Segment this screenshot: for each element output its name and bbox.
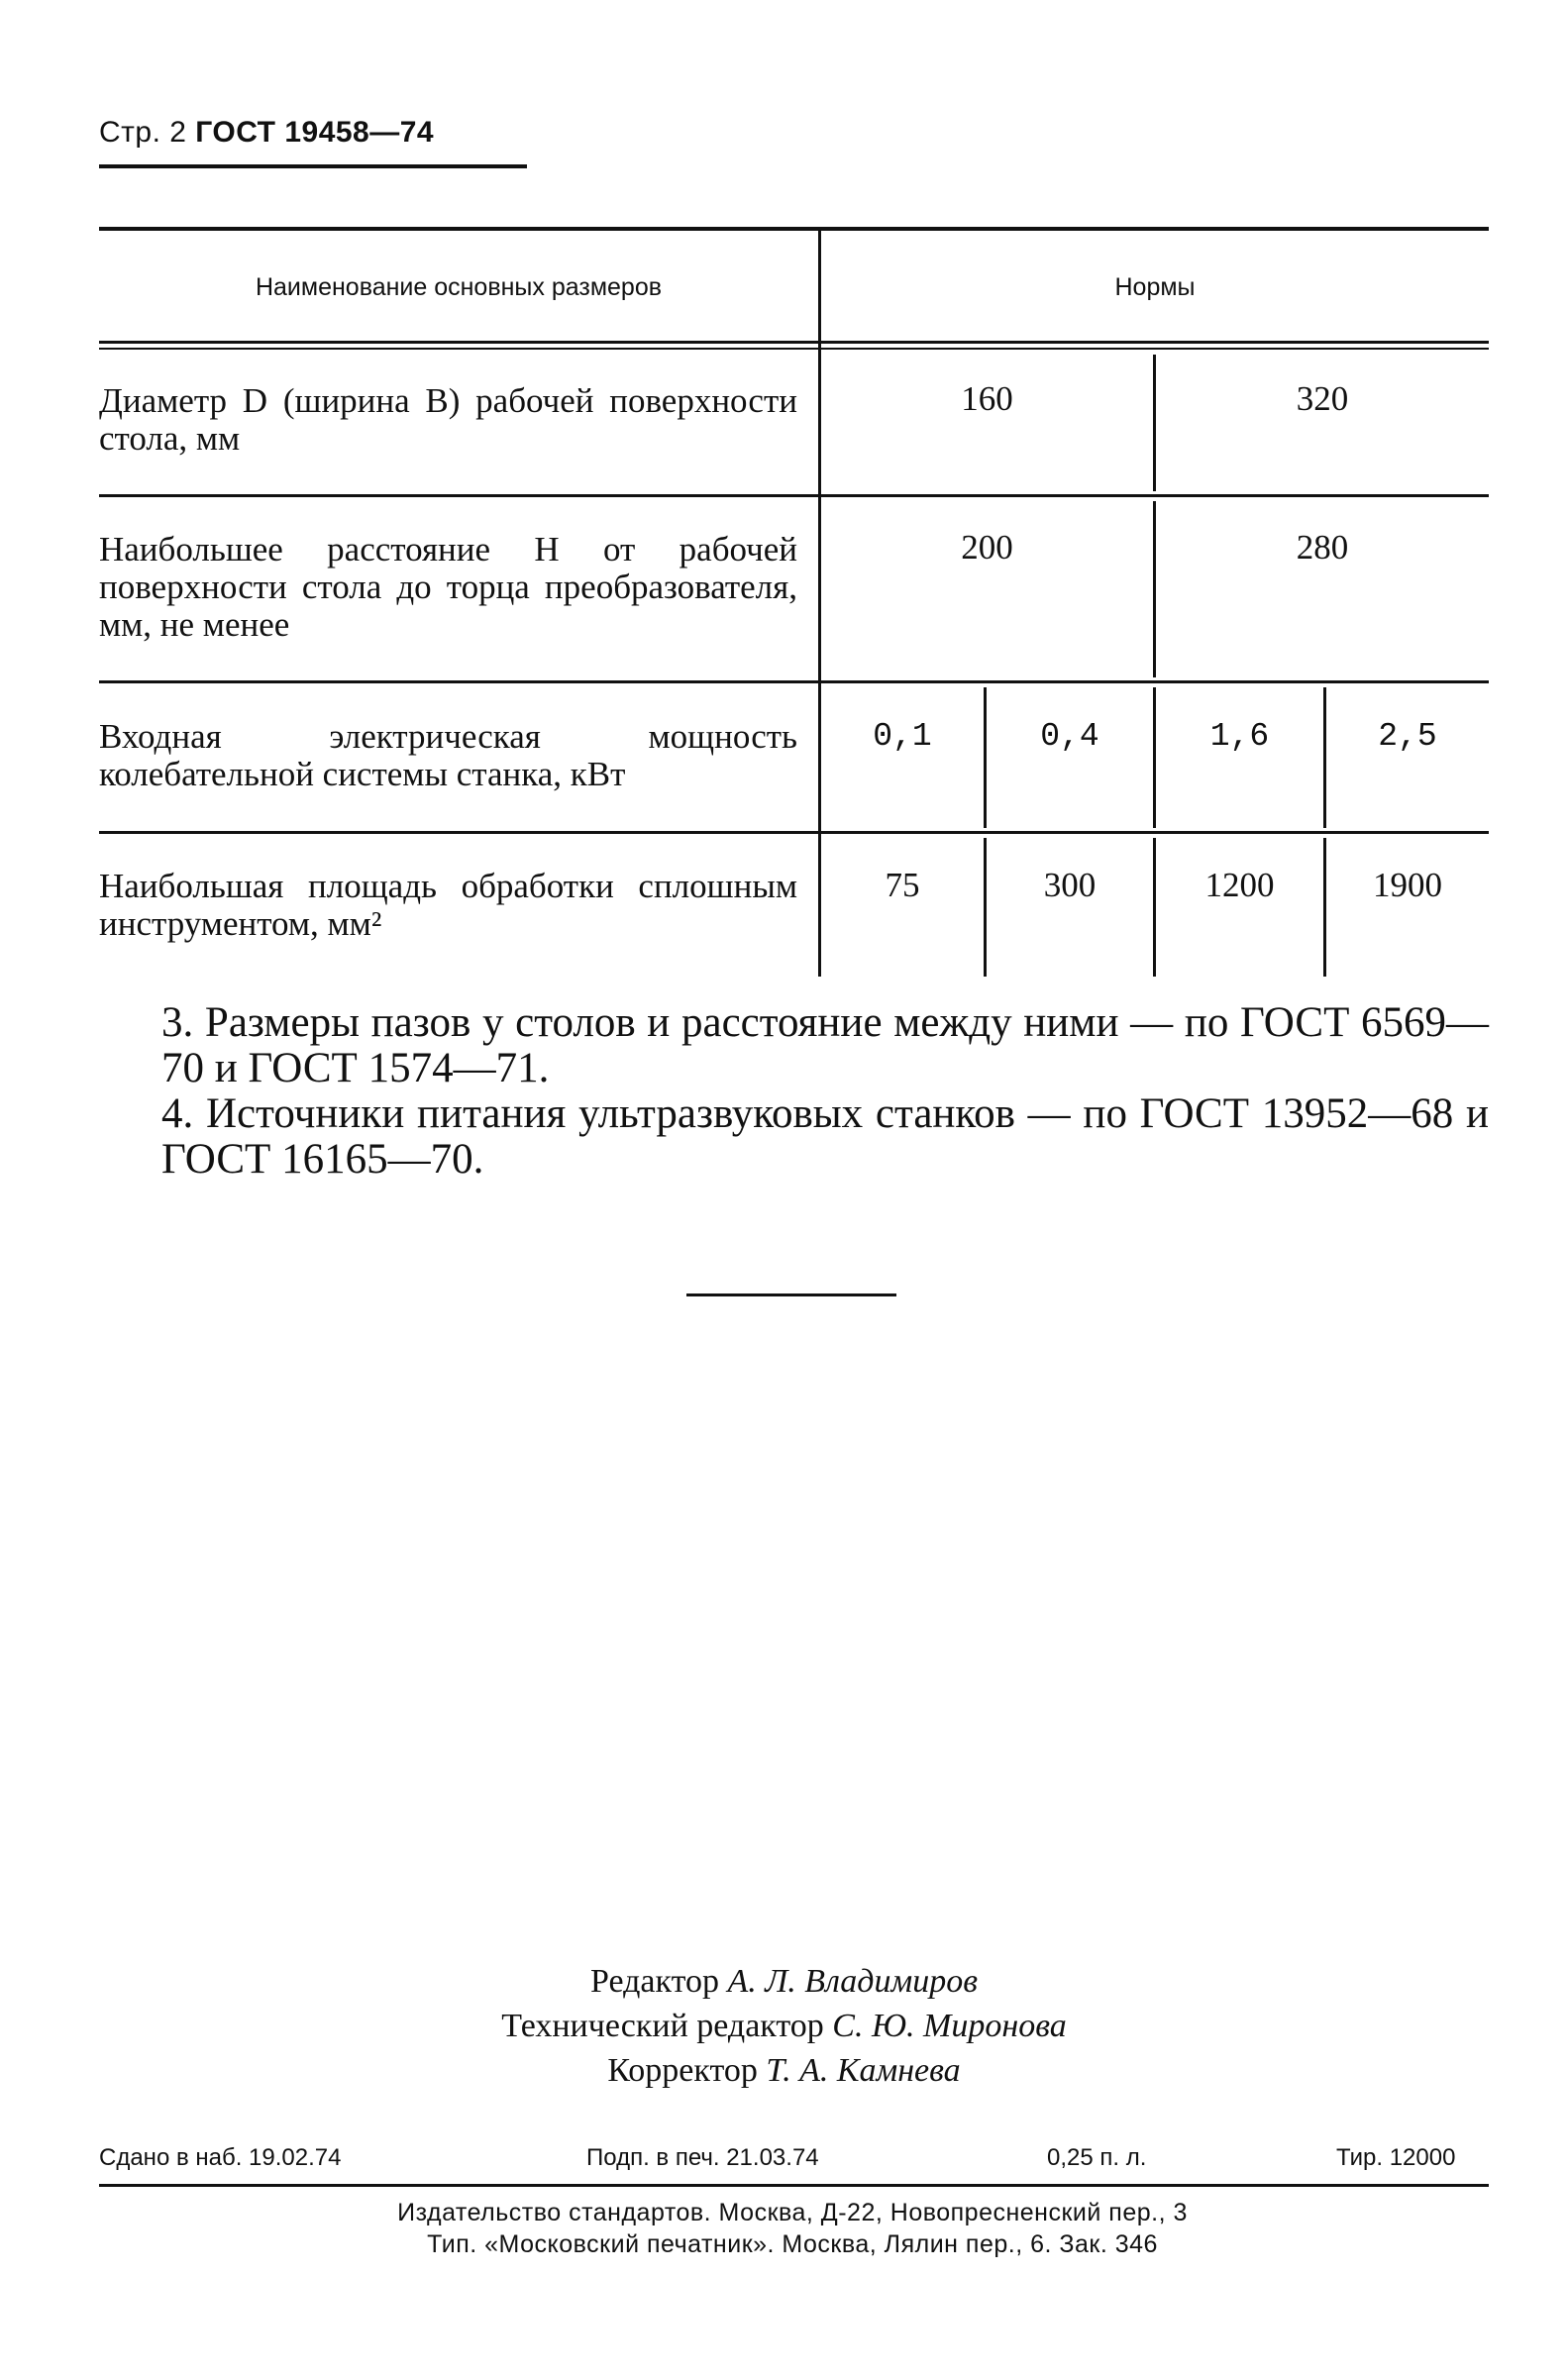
section-separator [686,1293,896,1296]
row-3-value-3: 1,6 [1209,718,1270,755]
proofreader-name: Т. А. Камнева [766,2052,961,2089]
row-4-value-2: 300 [1043,866,1097,904]
row-divider-3 [99,831,1489,834]
row-4-value-1: 75 [885,866,920,904]
row-2-param: Наибольшее расстояние H от рабочей поверхности стола до торца преобразователя, мм, не менее [99,530,797,644]
imprint-rule [99,2184,1489,2187]
column-header-param: Наименование основных размеров [255,273,663,301]
row-1-value-1: 160 [961,379,1013,418]
values-mid-rule-4 [1153,838,1156,977]
credit-tech-editor [0,2008,1568,2045]
values-mid-rule-3 [1153,687,1156,828]
standard-code: ГОСТ 19458—74 [195,116,435,149]
row-divider-2 [99,680,1489,683]
values-mid-rule-1 [1153,355,1156,491]
row-2-value-1: 200 [961,528,1013,567]
row-1-value-2: 320 [1296,379,1349,418]
column-header-norms: Нормы [1114,273,1196,301]
row-3-param: Входная электрическая мощность колебательной системы станка, кВт [99,717,797,793]
row-2-value-2: 280 [1296,528,1349,567]
note-4 [107,1091,1489,1183]
publisher-line-1: Издательство стандартов. Москва, Д-22, Новопресненский пер., 3 [397,2199,1188,2226]
note-3-number: 3. [161,999,194,1046]
page-number: Стр. 2 [99,116,187,149]
editor-name: А. Л. Владимиров [727,1963,978,2000]
values-quarter-rule-3 [1323,687,1326,828]
row-4-value-3: 1200 [1204,866,1275,904]
values-quarter-rule-4 [1323,838,1326,977]
note-3 [107,1000,1489,1091]
credit-editor [0,1963,1568,2001]
table-header-rule-2 [99,348,1489,350]
row-3-value-2: 0,4 [1040,718,1099,755]
editor-role: Редактор [590,1963,719,2000]
table-top-rule [99,227,1489,231]
tech-editor-role: Технический редактор [501,2008,824,2044]
note-3-text: Размеры пазов у столов и расстояние между ними — по ГОСТ 6569—70 и ГОСТ 1574—71. [161,999,1490,1091]
row-3-value-4: 2,5 [1378,718,1437,755]
row-4-param: Наибольшая площадь обработки сплошным инструментом, мм² [99,867,797,943]
imprint-signed: Подп. в печ. 21.03.74 [586,2144,819,2171]
header-rule [99,164,527,168]
row-3-value-1: 0,1 [873,718,932,755]
row-4-value-4: 1900 [1373,866,1442,904]
row-divider-1 [99,494,1489,497]
imprint-print-run: Тир. 12000 [1336,2144,1456,2171]
tech-editor-name: С. Ю. Миронова [832,2008,1067,2044]
row-1-param: Диаметр D (ширина B) рабочей поверхности стола, мм [99,381,797,458]
proofreader-role: Корректор [607,2052,758,2089]
publisher-line-2: Тип. «Московский печатник». Москва, Лялин пер., 6. Зак. 346 [427,2230,1158,2258]
values-quarter-rule-2 [984,838,987,977]
note-4-number: 4. [161,1090,194,1137]
page-header [99,116,434,150]
imprint-sheets: 0,25 п. л. [1047,2144,1147,2171]
imprint-submitted: Сдано в наб. 19.02.74 [99,2144,342,2171]
note-4-text: Источники питания ультразвуковых станков — по ГОСТ 13952—68 и ГОСТ 16165—70. [161,1090,1489,1183]
credit-proofreader [0,2052,1568,2090]
table-header-rule-1 [99,341,1489,344]
values-quarter-rule-1 [984,687,987,828]
